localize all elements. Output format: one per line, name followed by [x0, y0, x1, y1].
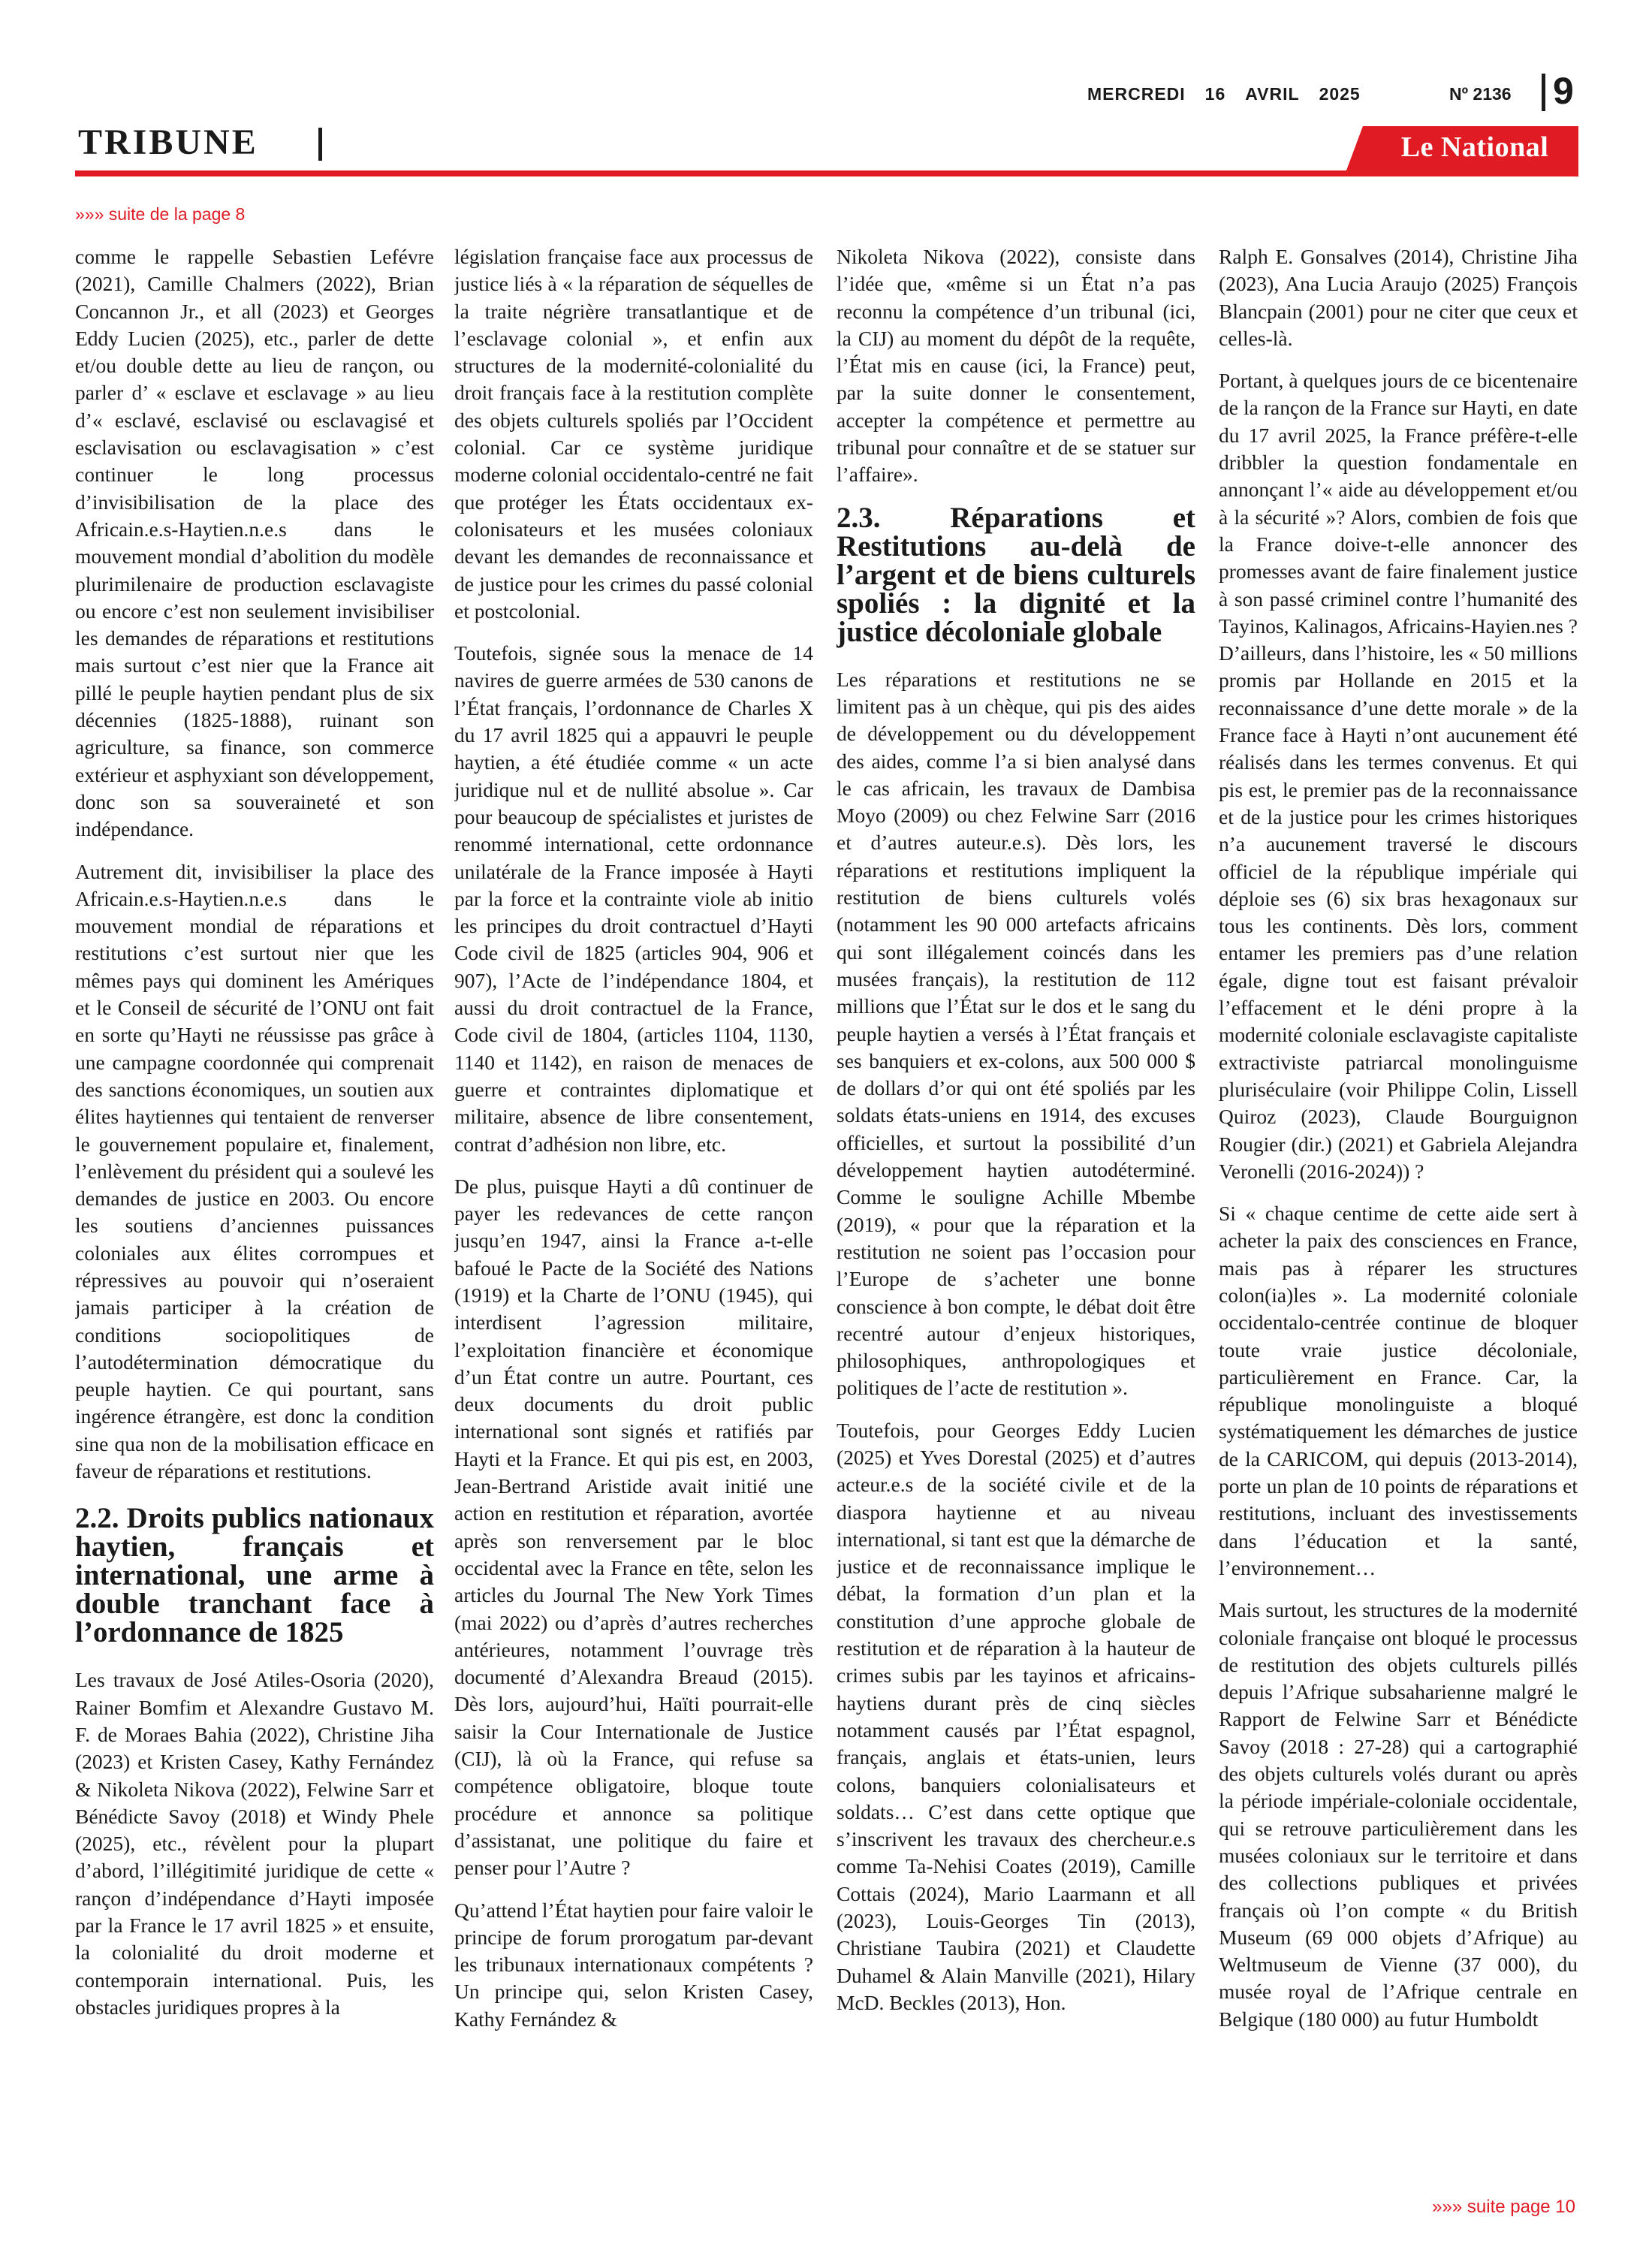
continued-from-link[interactable]: »»» suite de la page 8 [75, 204, 246, 224]
paragraph: Toutefois, pour Georges Eddy Lucien (2025) et Yves Dorestal (2025) et d’autres acteur.e.s de la société civile et de la diaspora haytienne et au niveau international, si tant est que la démarche de justice et de reconnaissance implique le débat, la formation d’un plan et la constitution d’une approche globale de restitution et de réparation à la hauteur de crimes subis par les tayinos et africains-haytiens durant près de cinq siècles notamment causés par l’État espagnol, français, anglais et états-unien, leurs colons, banquiers colonialisateurs et soldats… C’est dans cette optique que s’inscrivent les travaux des chercheur.e.s comme Ta-Nehisi Coates (2019), Camille Cottais (2024), Mario Laarmann et all (2023), Louis-Georges Tin (2013), Christiane Taubira (2021) et Claudette Duhamel & Alain Manville (2021), Hilary McD. Beckles (2013), Hon. [837, 1418, 1195, 2014]
paragraph: Les réparations et restitutions ne se limitent pas à un chèque, qui pis des aides de développement ou du développement des aides, comme l’a si bien analysé dans le cas africain, les travaux de Dambisa Moyo (2009) ou chez Felwine Sarr (2016 et d’autres auteur.e.s). Dès lors, les réparations et restitutions impliquent la restitution de biens culturels volés (notamment les 90 000 artefacts africains qui sont illégalement coincés dans les musées français), la restitution de 112 millions que l’État sur le dos et le sang du peuple haytien a versés à l’État français et ses banquiers et ex-colons, aux 500 000 $ de dollars d’or qui ont été spoliés par les soldats états-uniens en 1914, des excuses officielles, et surtout la possibilité d’un développement haytien autodéterminé. Comme le souligne Achille Mbembe (2019), « pour que la réparation et la restitution ne soient pas l’occasion pour l’Europe de s’acheter une bonne conscience à bon compte, le débat doit être recentré autour d’enjeux historiques, philosophiques, anthropologiques et politiques de l’acte de restitution ». [837, 667, 1195, 1400]
subheading: 2.3. Réparations et Restitutions au-delà de l’argent et de biens culturels spoliés : la dignité et la justice décoloniale globale [837, 501, 1195, 648]
continued-to-link[interactable]: »»» suite page 10 [1432, 2197, 1575, 2217]
date-day: MERCREDI [1087, 84, 1186, 104]
article-column-2 [454, 243, 813, 2181]
masthead-logo: Le National [1400, 131, 1549, 163]
paragraph: De plus, puisque Hayti a dû continuer de payer les redevances de cette rançon jusqu’en 1947, ainsi la France a-t-elle bafoué le Pacte de la Société des Nations (1919) et la Charte de l’ONU (1945), qui interdisent l’agression militaire, l’exploitation financière et économique d’un État contre un autre. Pourtant, ces deux documents du droit public international sont signés et ratifiés par Hayti et la France. Et qui pis est, en 2003, Jean-Bertrand Aristide avait initié une action en restitution et réparation, avortée après son renversement par le bloc occidental avec la France en tête, selon les articles du Journal The New York Times (mai 2022) ou d’après d’autres recherches antérieures, notamment l’ouvrage très documenté d’Alexandra Breaud (2015). Dès lors, aujourd’hui, Haïti pourrait-elle saisir la Cour Internationale de Justice (CIJ), là où la France, qui refuse sa compétence obligatoire, bloque toute procédure et annonce sa politique d’assistanat, une politique du faire et penser pour l’Autre ? [454, 1174, 813, 1880]
paragraph: législation française face aux processus de justice liés à « la réparation de séquelles de la traite négrière transatlantique et de l’esclavage colonial », et enfin aux structures de la modernité-colonialité du droit français face à la restitution complète des objets culturels spoliés par l’Occident colonial. Car ce système juridique moderne colonial occidentalo-centré ne fait que protéger les États occidentaux ex-colonisateurs et les musées coloniaux devant les demandes de reconnaissance et de justice pour les crimes du passé colonial et postcolonial. [454, 245, 813, 623]
article-column-1 [75, 243, 434, 2181]
section-divider [318, 128, 322, 161]
paragraph: Autrement dit, invisibiliser la place des Africain.e.s-Haytien.n.e.s dans le mouvement mondial de réparations et restitutions c’est surtout nier que les mêmes pays qui dominent les Amériques et le Conseil de sécurité de l’ONU ont fait en sorte qu’Hayti ne réussisse pas grâce à une campagne coordonnée qui comprenait des sanctions économiques, un soutien aux élites haytiennes qui tentaient de renverser le gouvernement populaire et, finalement, l’enlèvement du président qui a soulevé les demandes de justice en 2003. Ou encore les soutiens d’anciennes puissances coloniales aux élites corrompues et répressives au pouvoir qui n’oseraient jamais participer à la création de conditions sociopolitiques de l’autodétermination démocratique du peuple haytien. Ce qui pourtant, sans ingérence étrangère, est donc la condition sine qua non de la mobilisation efficace en faveur de réparations et restitutions. [75, 859, 434, 1483]
paragraph: Mais surtout, les structures de la modernité coloniale française ont bloqué le processus de restitution des objets culturels pillés depuis l’Afrique subsaharienne malgré le Rapport de Felwine Sarr et Bénédicte Savoy (2018 : 27-28) qui a cartographié des objets culturels volés durant ou après la période impériale-coloniale occidentale, qui se retrouve particulièrement dans les musées coloniaux sur le territoire et dans des collections publiques et privées français où l’on compte « du British Museum (69 000 objets d’Afrique) au Weltmuseum de Vienne (37 000), du musée royal de l’Afrique centrale en Belgique (180 000) au futur Humboldt [1219, 1598, 1578, 2031]
header-divider [1542, 74, 1545, 111]
paragraph: Portant, à quelques jours de ce bicentenaire de la rançon de la France sur Hayti, en date du 17 avril 2025, la France préfère-t-elle dribbler la question fondamentale en annonçant l’« aide au développement et/ou à la sécurité »? Alors, combien de fois que la France doive-t-elle annoncer des promesses avant de faire finalement justice à son passé criminel contre l’humanité des Tayinos, Kalinagos, Africains-Hayien.nes ? D’ailleurs, dans l’histoire, les « 50 millions promis par Hollande en 2015 et la reconnaissance d’une dette morale » de la France face à Hayti n’ont aucunement été réalisés dans les termes convenus. Et qui pis est, le premier pas de la reconnaissance et de la justice pour les crimes historiques n’a aucunement traversé le discours officiel de la république impériale qui déploie ses (6) six bras hexagonaux sur tous les continents. Dès lors, comment entamer les premiers pas d’une relation égale, digne tout est faisant prévaloir l’effacement et le déni propre à la modernité coloniale esclavagiste capitaliste extractiviste patriarcal monolinguisme pluriséculaire (voir Philippe Colin, Lissell Quiroz (2023), Claude Bourguignon Rougier (dir.) (2021) et Gabriela Alejandra Veronelli (2016-2024)) ? [1219, 369, 1578, 1183]
date-year: 2025 [1319, 84, 1361, 104]
section-title: TRIBUNE [78, 122, 258, 162]
paragraph: Qu’attend l’État haytien pour faire valoir le principe de forum prorogatum par-devant les tribunaux internationaux compétents ? Un principe qui, selon Kristen Casey, Kathy Fernández & [454, 1898, 813, 2031]
date-number: 16 [1204, 84, 1226, 104]
date-month: AVRIL [1245, 84, 1300, 104]
paragraph: comme le rappelle Sebastien Lefévre (2021), Camille Chalmers (2022), Brian Concannon Jr., et all (2023) et Georges Eddy Lucien (2025), etc., parler de dette et/ou double dette au lieu de rançon, ou parler d’ « esclave et esclavage » au lieu d’« esclavé, esclavisé ou esclavagisé et esclavisation ou esclavagisation » c’est continuer le long processus d’invisibilisation de la place des Africain.e.s-Haytien.n.e.s dans le mouvement mondial d’abolition du modèle plurimilenaire de production esclavagiste ou encore c’est non seulement invisibiliser les demandes de réparations et restitutions mais surtout c’est nier que la France ait pillé le peuple haytien pendant plus de six décennies (1825-1888), ruinant son agriculture, sa finance, son commerce extérieur et asphyxiant son développement, donc son sa souveraineté et son indépendance. [75, 245, 434, 841]
issue-date [1087, 84, 1380, 104]
paragraph: Si « chaque centime de cette aide sert à acheter la paix des consciences en France, mais pas à réparer les structures colon(ia)les ». La modernité coloniale occidentalo-centrée continue de bloquer toute vraie justice décoloniale, particulièrement en France. Car, la république monolinguiste a bloqué systématiquement les démarches de justice de la CARICOM, qui depuis (2013-2014), porte un plan de 10 points de réparations et restitutions, incluant des investissements dans l’éducation et la santé, l’environnement… [1219, 1202, 1578, 1579]
paragraph: Les travaux de José Atiles-Osoria (2020), Rainer Bomfim et Alexandre Gustavo M. F. de Moraes Bahia (2022), Christine Jiha (2023) et Kristen Casey, Kathy Fernández & Nikoleta Nikova (2022), Felwine Sarr et Bénédicte Savoy (2018) et Windy Phele (2025), etc., révèlent pour la plupart d’abord, l’illégitimité juridique de cette « rançon d’indépendance d’Hayti imposée par la France le 17 avril 1825 » et ensuite, la colonialité du droit moderne et contemporain international. Puis, les obstacles juridiques propres à la [75, 1668, 434, 2019]
subheading: 2.2. Droits publics nationaux haytien, français et international, une arme à double tranchant face à l’ordonnance de 1825 [75, 1502, 434, 1649]
article-column-4 [1219, 243, 1578, 2181]
page-number: 9 [1553, 70, 1574, 112]
paragraph: Ralph E. Gonsalves (2014), Christine Jiha (2023), Ana Lucia Araujo (2025) François Blancpain (2001) pour ne citer que ceux et celles-là. [1219, 245, 1578, 350]
issue-number: Nº 2136 [1449, 84, 1512, 104]
paragraph: Nikoleta Nikova (2022), consiste dans l’idée que, «même si un État n’a pas reconnu la compétence d’un tribunal (ici, la CIJ) au moment du dépôt de la requête, l’État mis en cause (ici, la France) peut, par la suite donner le consentement, accepter la compétence et permettre au tribunal pour connaître et de se statuer sur l’affaire». [837, 245, 1195, 487]
paragraph: Toutefois, signée sous la menace de 14 navires de guerre armées de 530 canons de l’État français, l’ordonnance de Charles X du 17 avril 1825 qui a appauvri le peuple haytien, a été étudiée comme « un acte juridique nul et de nullité absolue ». Car pour beaucoup de spécialistes et juristes de renommé international, cette ordonnance unilatérale de la France imposée à Hayti par la force et la contrainte viole ab initio les principes du droit contractuel d’Hayti Code civil de 1825 (articles 904, 906 et 907), l’Acte de l’indépendance 1804, et aussi du droit contractuel de la France, Code civil de 1804, (articles 1104, 1130, 1140 et 1142), en raison de menaces de guerre et contraintes diplomatique et militaire, absence de libre consentement, contrat d’adhésion non libre, etc. [454, 641, 813, 1156]
article-column-3 [837, 243, 1195, 2181]
